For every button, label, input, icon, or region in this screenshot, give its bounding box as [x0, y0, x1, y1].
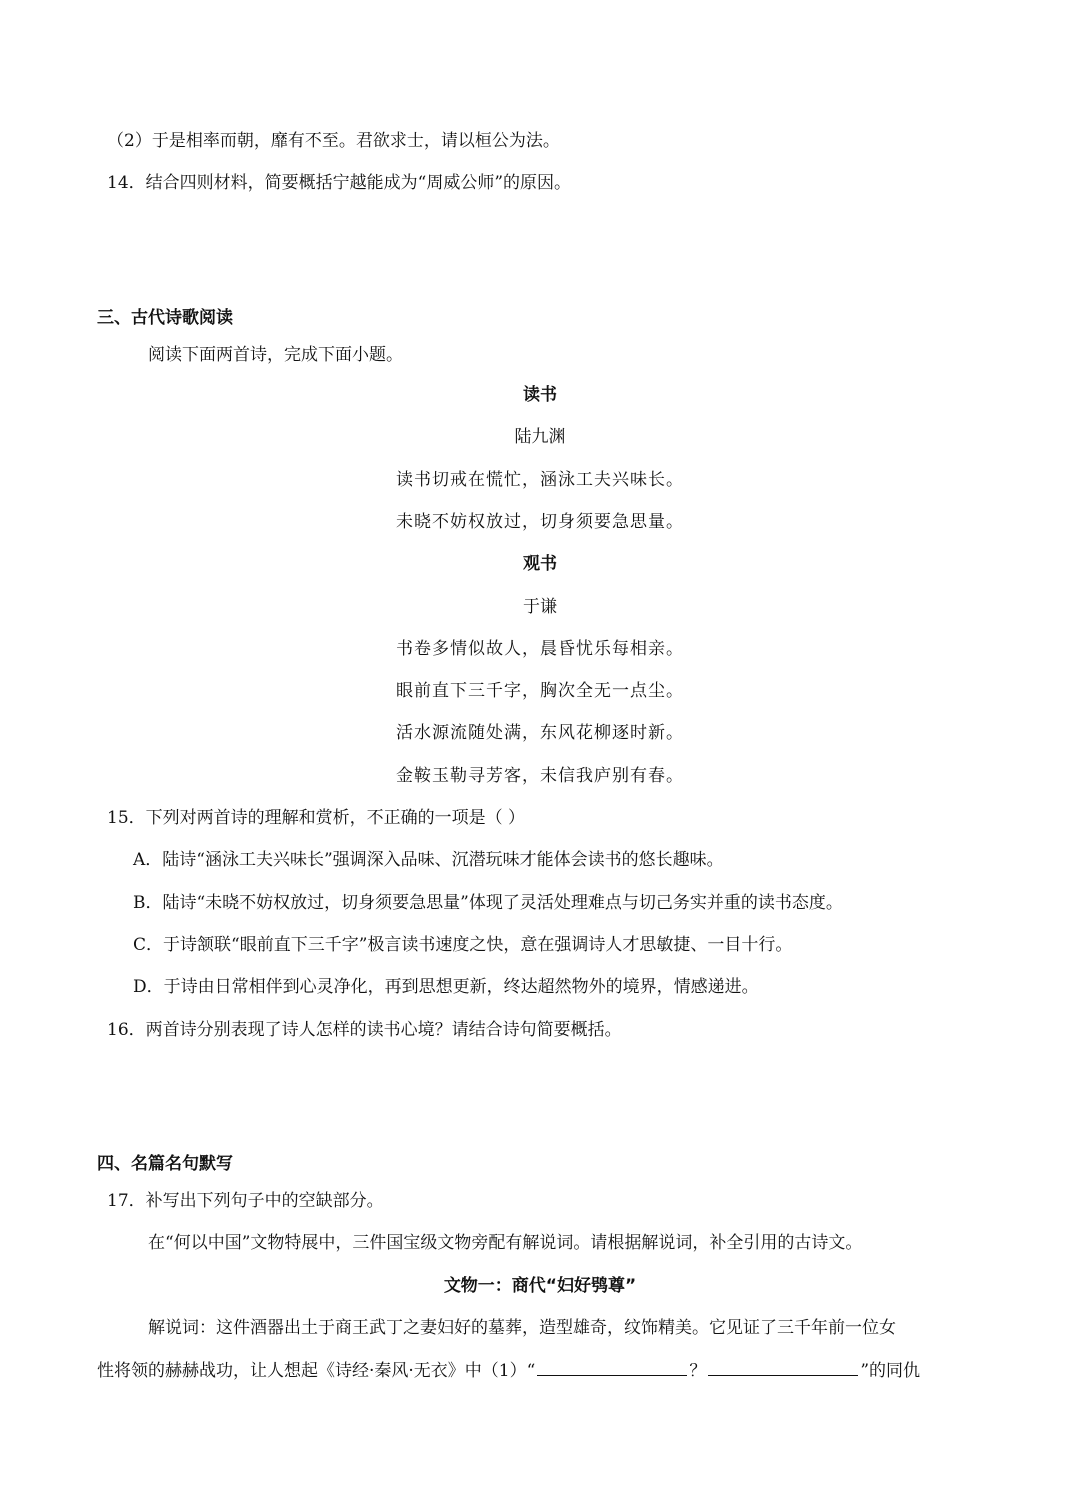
section-3-heading: 三、古代诗歌阅读: [97, 308, 233, 328]
section-4-heading: 四、名篇名句默写: [97, 1154, 233, 1174]
poem-2-line: 金鞍玉勒寻芳客，未信我庐别有春。: [396, 766, 684, 786]
question-15-option-b: B．陆诗“未晓不妨权放过，切身须要急思量”体现了灵活处理难点与切己务实并重的读书态度。: [133, 893, 843, 913]
relic-1-caption-line-2: [97, 1358, 920, 1383]
section-3-instruction: 阅读下面两首诗，完成下面小题。: [148, 345, 403, 365]
question-17: 17．补写出下列句子中的空缺部分。: [107, 1191, 384, 1211]
poem-2-line: 活水源流随处满，东风花柳逐时新。: [396, 723, 684, 743]
relics-intro: 在“何以中国”文物特展中，三件国宝级文物旁配有解说词。请根据解说词，补全引用的古诗文。: [148, 1233, 863, 1253]
question-15-option-a: A．陆诗“涵泳工夫兴味长”强调深入品味、沉潜玩味才能体会读书的悠长趣味。: [133, 850, 724, 870]
caption-text: 性将领的赫赫战功，让人想起《诗经·秦风·无衣》中（1）“: [97, 1361, 536, 1381]
question-15-stem: 15．下列对两首诗的理解和赏析，不正确的一项是（ ）: [107, 808, 526, 828]
question-14: 14．结合四则材料，简要概括宁越能成为“周威公师”的原因。: [107, 173, 572, 193]
poem-2-line: 眼前直下三千字，胸次全无一点尘。: [396, 681, 684, 701]
question-15-option-c: C．于诗颔联“眼前直下三千字”极言读书速度之快，意在强调诗人才思敏捷、一目十行。: [133, 935, 793, 955]
blank-separator: ？: [689, 1361, 707, 1381]
poem-1-title: 读书: [523, 385, 557, 405]
item-2: （2）于是相率而朝，靡有不至。君欲求士，请以桓公为法。: [107, 131, 560, 151]
relic-1-title: 文物一：商代“妇好鸮尊”: [443, 1276, 637, 1296]
question-15-option-d: D．于诗由日常相伴到心灵净化，再到思想更新，终达超然物外的境界，情感递进。: [133, 977, 759, 997]
poem-2-title: 观书: [523, 554, 557, 574]
fill-blank-2[interactable]: [708, 1358, 858, 1376]
fill-blank-1[interactable]: [537, 1358, 687, 1376]
caption-text-end: ”的同仇: [860, 1361, 921, 1381]
poem-2-line: 书卷多情似故人，晨昏忧乐每相亲。: [396, 639, 684, 659]
relic-1-caption-line-1: 解说词：这件酒器出土于商王武丁之妻妇好的墓葬，造型雄奇，纹饰精美。它见证了三千年前一位女: [148, 1318, 896, 1338]
question-16: 16．两首诗分别表现了诗人怎样的读书心境？请结合诗句简要概括。: [107, 1020, 622, 1040]
poem-2-author: 于谦: [523, 597, 557, 617]
poem-1-author: 陆九渊: [514, 427, 566, 447]
poem-1-line: 未晓不妨权放过，切身须要急思量。: [396, 512, 684, 532]
poem-1-line: 读书切戒在慌忙，涵泳工夫兴味长。: [396, 470, 684, 490]
